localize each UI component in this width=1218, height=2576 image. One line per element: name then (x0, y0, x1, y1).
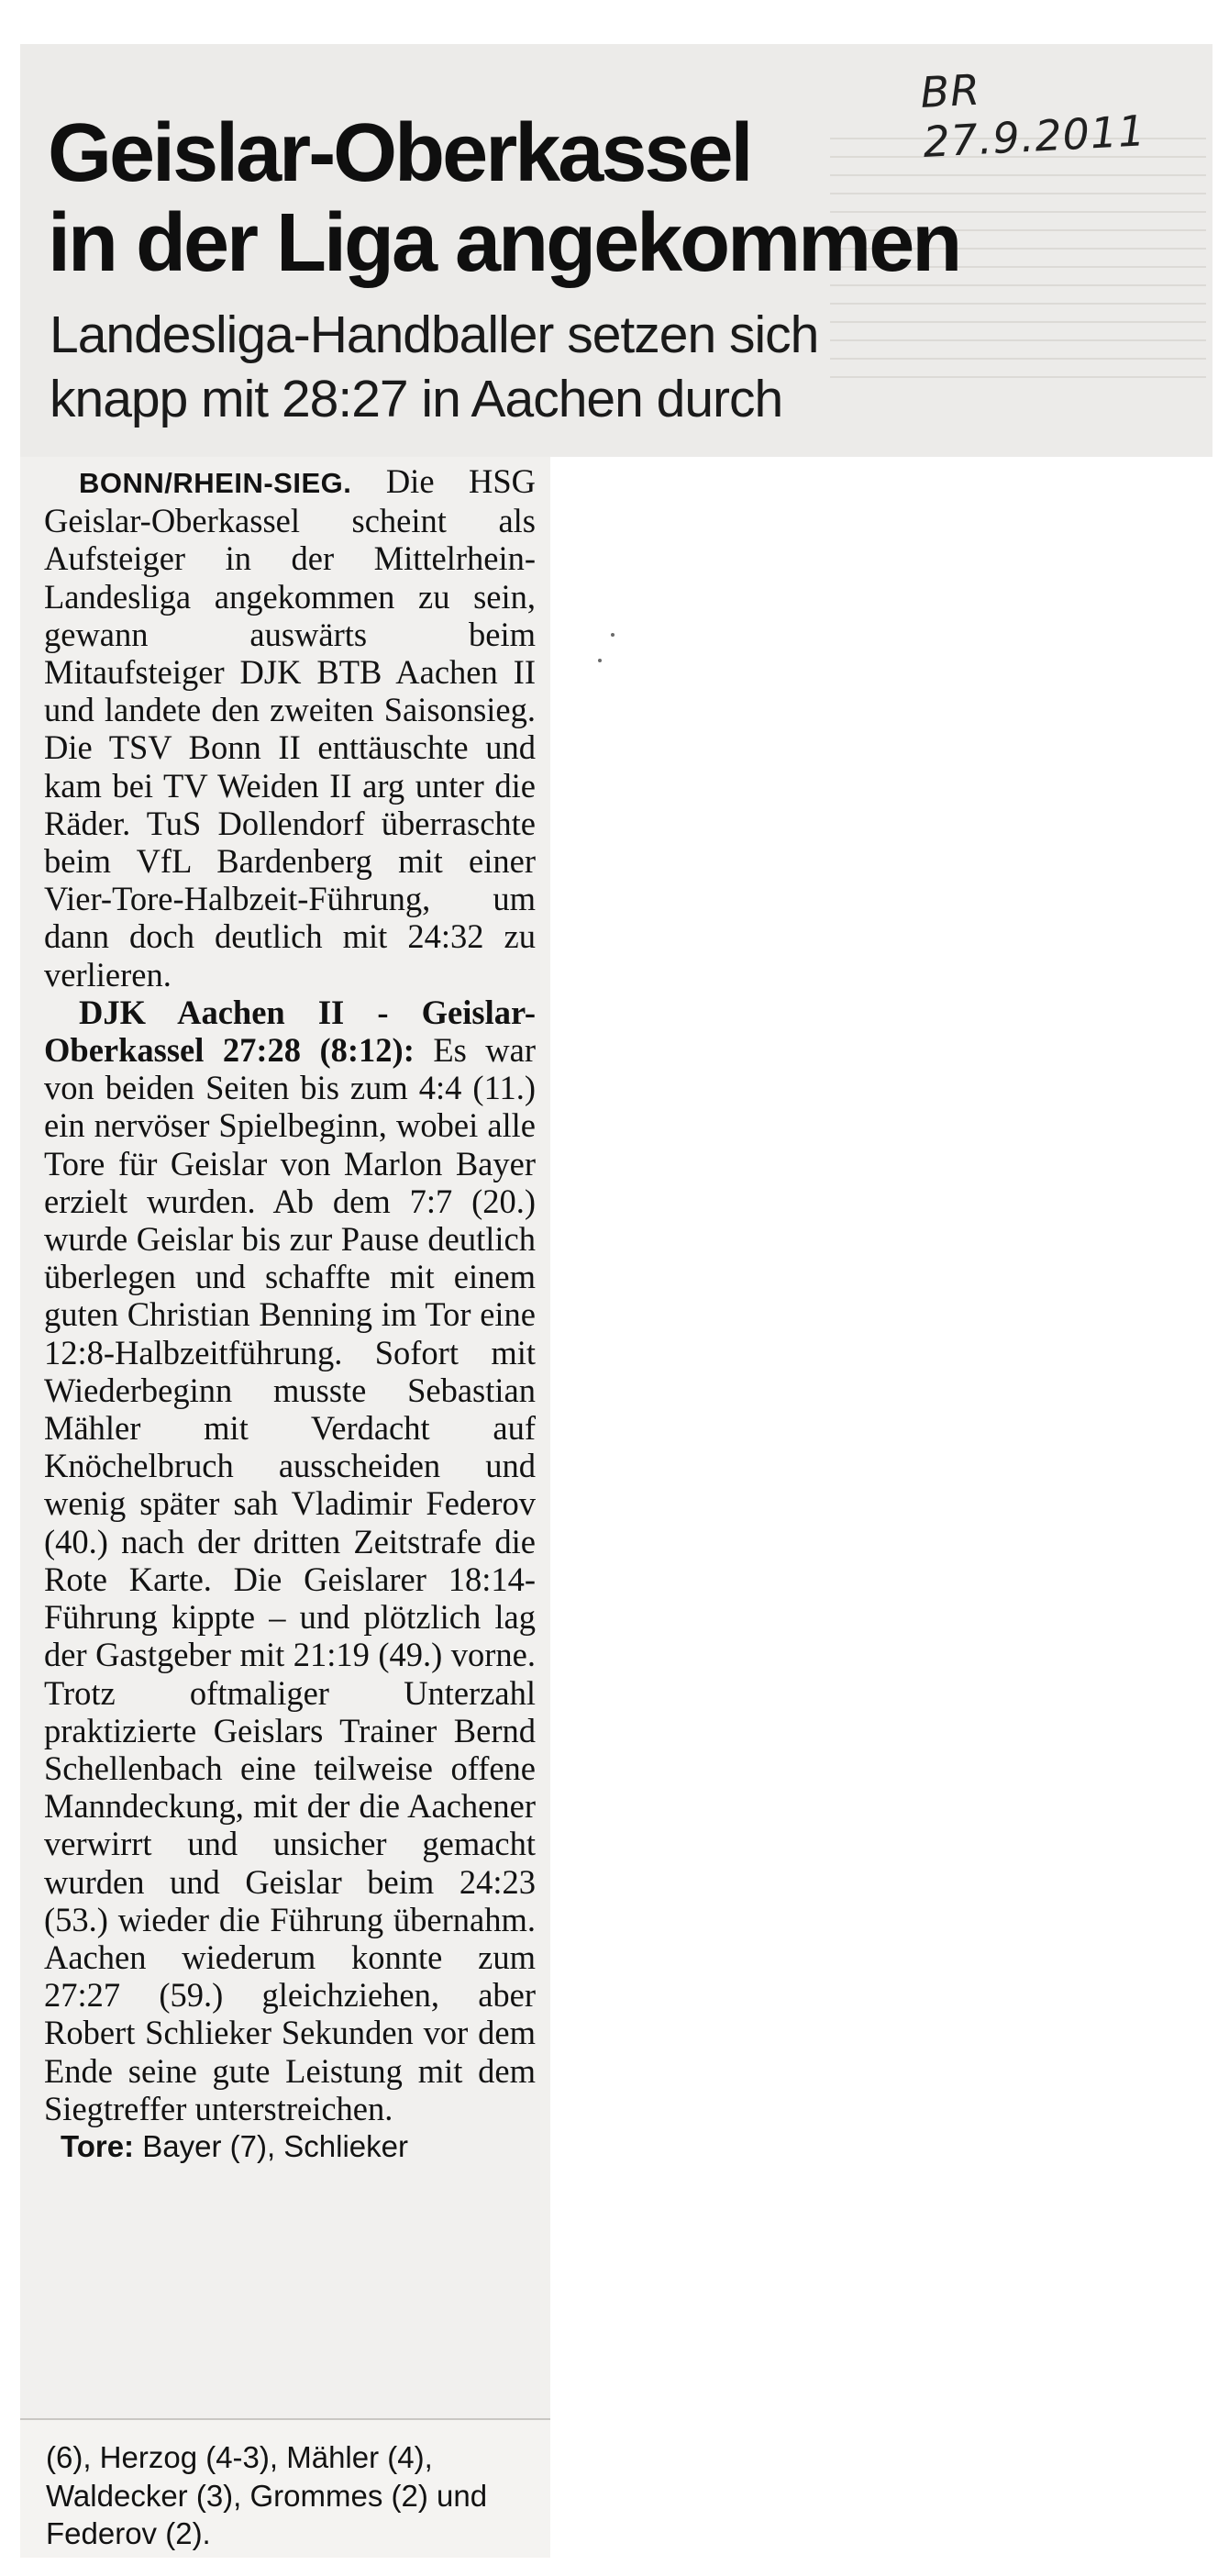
scorers-continuation: (6), Herzog (4-3), Mähler (4), Waldecker (3), Grommes (2) und Federov (2). (46, 2440, 488, 2550)
match-paragraph (44, 994, 536, 2127)
headline-line-2: in der Liga angekommen (48, 197, 960, 289)
scorers-paragraph (44, 2127, 536, 2166)
scorers-label: Tore: (61, 2128, 135, 2163)
headline-line-1: Geislar-Oberkassel (48, 107, 751, 199)
subheadline (50, 303, 967, 431)
paper-speck (598, 659, 602, 662)
handwritten-date-note: BR 27.9.2011 (919, 64, 1147, 167)
article-body (44, 462, 536, 2165)
subheadline-line-1: Landesliga-Handballer setzen sich (50, 305, 819, 364)
subheadline-line-2: knapp mit 28:27 in Aachen durch (50, 370, 783, 428)
intro-text: Die HSG Geislar-Oberkassel scheint als Aufsteiger in der Mittelrhein-Landesliga angekommen zu sein, gewann auswärts beim Mitaufsteiger DJK BTB Aachen II und landete den zweiten Saisonsieg. Die TSV Bonn II enttäuschte und kam bei TV Weiden II arg unter die Räder. TuS Dollendorf überraschte beim VfL Bardenberg mit einer Vier-Tore-Halbzeit-Führung, um dann doch deutlich mit 24:32 zu verlieren. (44, 462, 537, 994)
intro-paragraph (44, 462, 536, 994)
clipping-crease (20, 2418, 550, 2420)
match-result-lead: DJK Aachen II - Geislar-Oberkassel 27:28 (8:12): (44, 993, 536, 1070)
paper-speck (611, 633, 615, 637)
match-report-text: Es war von beiden Seiten bis zum 4:4 (11.) ein nervöser Spielbeginn, wobei alle Tore für Geislar von Marlon Bayer erzielt wurden. Ab dem 7:7 (20.) wurde Geislar bis zur Pause deutlich überlegen und schaffte mit einem guten Christian Benning im Tor eine 12:8-Halbzeitführung. Sofort mit Wiederbeginn musste Sebastian Mähler mit Verdacht auf Knöchelbruch ausscheiden und wenig später sah Vladimir Federov (40.) nach der dritten Zeitstrafe die Rote Karte. Die Geislarer 18:14-Führung kippte – und plötzlich lag der Gastgeber mit 21:19 (49.) vorne. Trotz oftmaliger Unterzahl praktizierte Geislars Trainer Bernd Schellenbach eine teilweise offene Manndeckung, mit der die Aachener verwirrt und unsicher gemacht wurden und Geislar beim 24:23 (53.) wieder die Führung übernahm. Aachen wiederum konnte zum 27:27 (59.) gleichziehen, aber Robert Schlieker Sekunden vor dem Ende seine gute Leistung mit dem Siegtreffer unterstreichen. (44, 1031, 537, 2127)
headline (48, 108, 1057, 288)
dateline: BONN/RHEIN-SIEG. (79, 467, 352, 499)
scorers-text-part-1: Bayer (7), Schlieker (142, 2128, 408, 2163)
